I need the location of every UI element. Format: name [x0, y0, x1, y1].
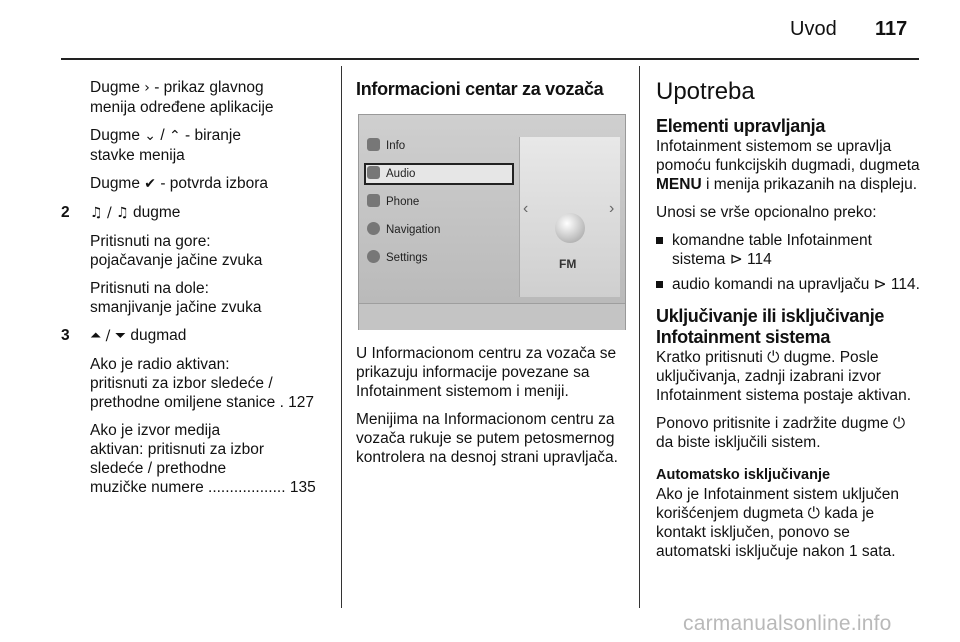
music-icon	[367, 166, 380, 179]
paragraph-input: Unosi se vrše opcionalno preko:	[656, 204, 877, 221]
navigation-icon	[367, 222, 380, 235]
column-divider-1	[341, 66, 342, 608]
driver-info-screen-figure	[358, 114, 626, 330]
checkmark-icon: ✔	[144, 176, 157, 192]
paragraph-volume-down: Pritisnuti na dole: smanjivanje jačine zvuka	[90, 280, 262, 316]
menu-item-settings: Settings	[367, 247, 428, 269]
item-number: 3	[61, 327, 70, 344]
paragraph-auto-off: Ako je Infotainment sistem uključen korišćenjem dugmeta ⏻ kada je kontakt isključen, ponovo se automatski isključuje nakon 1 sata.	[656, 486, 899, 560]
header-rule	[61, 58, 919, 60]
menu-item-navigation: Navigation	[367, 219, 440, 241]
bullet-item: audio komandi na upravljaču ⊳ 114.	[656, 275, 926, 294]
arrow-right-icon: ›	[609, 200, 615, 217]
section-heading-controls: Elementi upravljanja	[656, 116, 826, 136]
section-heading: Informacioni centar za vozača	[356, 79, 604, 99]
volume-icon: ♫ / ♫	[90, 205, 129, 221]
paragraph-media: Ako je izvor medija aktivan: pritisnuti za izbor sledeće / prethodne muzičke numere .................. 135	[90, 422, 316, 496]
page-number: 117	[875, 18, 908, 40]
chevron-right-icon: ›	[144, 80, 150, 96]
section-heading-power: Uključivanje ili isključivanje Infotainment sistema	[656, 306, 885, 347]
subheading-auto-off: Automatsko isključivanje	[656, 467, 831, 483]
menu-item-audio: Audio	[367, 163, 415, 185]
radio-globe-icon	[555, 213, 585, 243]
info-icon	[367, 138, 380, 151]
paragraph-info-center: U Informacionom centru za vozača se prikazuju informacije povezane sa Infotainment sistemom i meniji.	[356, 345, 617, 400]
paragraph-controls: Infotainment sistemom se upravlja pomoću funkcijskih dugmadi, dugmeta MENU i menija prikazanih na displeju.	[656, 138, 920, 193]
paragraph-select-item: Dugme ⌄ / ⌃ - biranje stavke menija	[90, 127, 241, 164]
column-left	[61, 78, 331, 506]
item-2: 2 ♫ / ♫ dugme	[61, 204, 181, 221]
chevron-down-icon: ⌄	[144, 128, 157, 144]
settings-icon	[367, 250, 380, 263]
page-header-title: Uvod	[790, 18, 837, 40]
paragraph-confirm: Dugme ✔ - potvrda izbora	[90, 175, 269, 192]
paragraph-volume-up: Pritisnuti na gore: pojačavanje jačine zvuka	[90, 233, 263, 269]
paragraph-main-menu: Dugme › - prikaz glavnog menija određene aplikacije	[90, 79, 274, 116]
column-right	[656, 78, 926, 570]
item-number: 2	[61, 204, 70, 221]
phone-icon	[367, 194, 380, 207]
radio-band-label: FM	[559, 257, 577, 271]
paragraph-radio: Ako je radio aktivan: pritisnuti za izbor sledeće / prethodne omiljene stanice . 127	[90, 356, 315, 411]
menu-item-phone: Phone	[367, 191, 419, 213]
chapter-heading: Upotreba	[656, 78, 755, 105]
bullet-item: komandne table Infotainment sistema ⊳ 114	[656, 231, 926, 269]
column-divider-2	[639, 66, 640, 608]
chevron-up-icon: ⌃	[168, 128, 181, 144]
paragraph-power-on: Kratko pritisnuti ⏻ dugme. Posle uključivanja, zadnji izabrani izvor Infotainment sistema postaje aktivan.	[656, 349, 912, 404]
column-middle	[356, 78, 626, 476]
paragraph-power-off: Ponovo pritisnite i zadržite dugme ⏻ da biste isključili sistem.	[656, 415, 906, 451]
watermark: carmanualsonline.info	[683, 612, 892, 635]
menu-item-info: Info	[367, 135, 405, 157]
item-3: 3 ⏶ / ⏷ dugmad	[61, 327, 187, 344]
arrow-left-icon: ‹	[523, 200, 529, 217]
paragraph-controller: Menijima na Informacionom centru za vozača rukuje se putem petosmernog kontrolera na desnoj strani upravljača.	[356, 411, 618, 466]
screen-bottom-bar	[359, 303, 625, 330]
seek-icon: ⏶ / ⏷	[90, 328, 127, 344]
